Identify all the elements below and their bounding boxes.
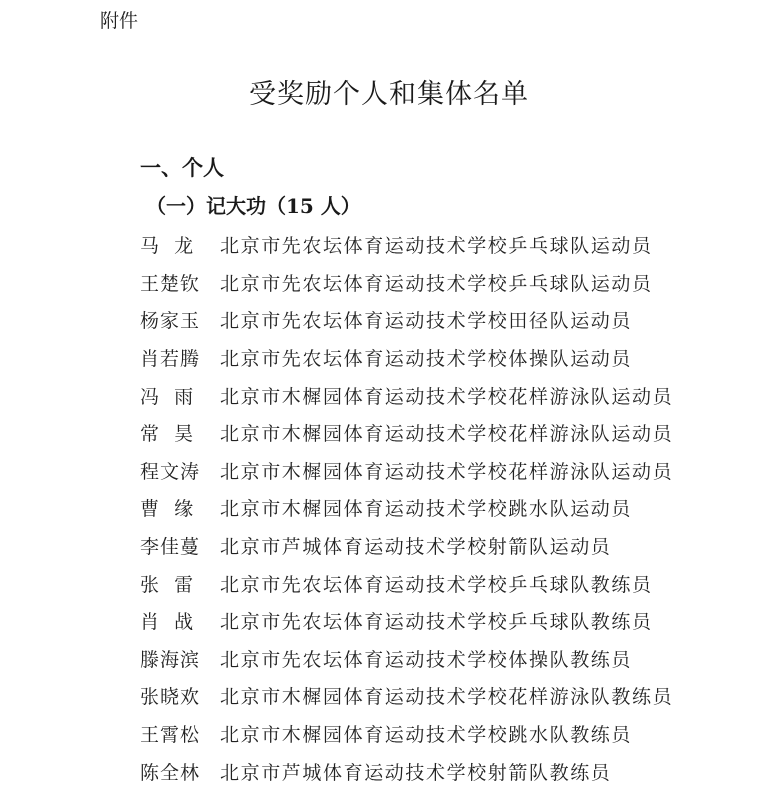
awardee-organization: 北京市木樨园体育运动技术学校花样游泳队运动员 <box>220 423 674 446</box>
awardee-organization: 北京市先农坛体育运动技术学校乒乓球队运动员 <box>220 235 653 258</box>
awardee-organization: 北京市芦城体育运动技术学校射箭队运动员 <box>220 536 612 559</box>
awardee-name: 王楚钦 <box>140 272 201 295</box>
awardee-name: 王霄松 <box>140 724 201 747</box>
section-heading-individuals: 一、个人 <box>140 156 224 180</box>
awardee-row <box>140 376 673 414</box>
awardee-name: 张晓欢 <box>140 686 201 709</box>
awardee-organization: 北京市木樨园体育运动技术学校花样游泳队教练员 <box>220 686 674 709</box>
awardee-name: 冯 雨 <box>140 385 195 408</box>
awardee-organization: 北京市木樨园体育运动技术学校跳水队教练员 <box>220 724 633 747</box>
awardee-name: 程文涛 <box>140 460 201 483</box>
awardee-row <box>140 264 673 302</box>
awardee-organization: 北京市先农坛体育运动技术学校乒乓球队运动员 <box>220 272 653 295</box>
awardee-organization: 北京市木樨园体育运动技术学校花样游泳队运动员 <box>220 460 674 483</box>
awardee-name: 肖 战 <box>140 611 195 634</box>
awardee-name: 常 昊 <box>140 423 195 446</box>
awardee-row <box>140 339 673 377</box>
awardee-list <box>140 226 673 790</box>
awardee-name: 陈全林 <box>140 761 201 784</box>
awardee-name: 马 龙 <box>140 235 195 258</box>
awardee-row <box>140 301 673 339</box>
awardee-row <box>140 452 673 490</box>
subsection-heading-major-merit: （一）记大功（15 人） <box>146 194 361 218</box>
awardee-row <box>140 640 673 678</box>
awardee-row <box>140 564 673 602</box>
awardee-name: 滕海滨 <box>140 648 201 671</box>
awardee-organization: 北京市先农坛体育运动技术学校乒乓球队教练员 <box>220 573 653 596</box>
awardee-row <box>140 677 673 715</box>
awardee-row <box>140 414 673 452</box>
awardee-name: 张 雷 <box>140 573 195 596</box>
awardee-organization: 北京市先农坛体育运动技术学校田径队运动员 <box>220 310 633 333</box>
document-title: 受奖励个人和集体名单 <box>249 79 529 110</box>
awardee-organization: 北京市木樨园体育运动技术学校花样游泳队运动员 <box>220 385 674 408</box>
awardee-organization: 北京市先农坛体育运动技术学校体操队教练员 <box>220 648 633 671</box>
awardee-row <box>140 752 673 790</box>
awardee-row <box>140 489 673 527</box>
awardee-name: 杨家玉 <box>140 310 201 333</box>
awardee-organization: 北京市先农坛体育运动技术学校乒乓球队教练员 <box>220 611 653 634</box>
awardee-row <box>140 602 673 640</box>
awardee-organization: 北京市芦城体育运动技术学校射箭队教练员 <box>220 761 612 784</box>
awardee-organization: 北京市先农坛体育运动技术学校体操队运动员 <box>220 348 633 371</box>
awardee-row <box>140 527 673 565</box>
attachment-label: 附件 <box>100 10 139 32</box>
awardee-row <box>140 715 673 753</box>
awardee-name: 曹 缘 <box>140 498 195 521</box>
awardee-organization: 北京市木樨园体育运动技术学校跳水队运动员 <box>220 498 633 521</box>
awardee-name: 肖若腾 <box>140 348 201 371</box>
awardee-row <box>140 226 673 264</box>
awardee-name: 李佳蔓 <box>140 536 201 559</box>
